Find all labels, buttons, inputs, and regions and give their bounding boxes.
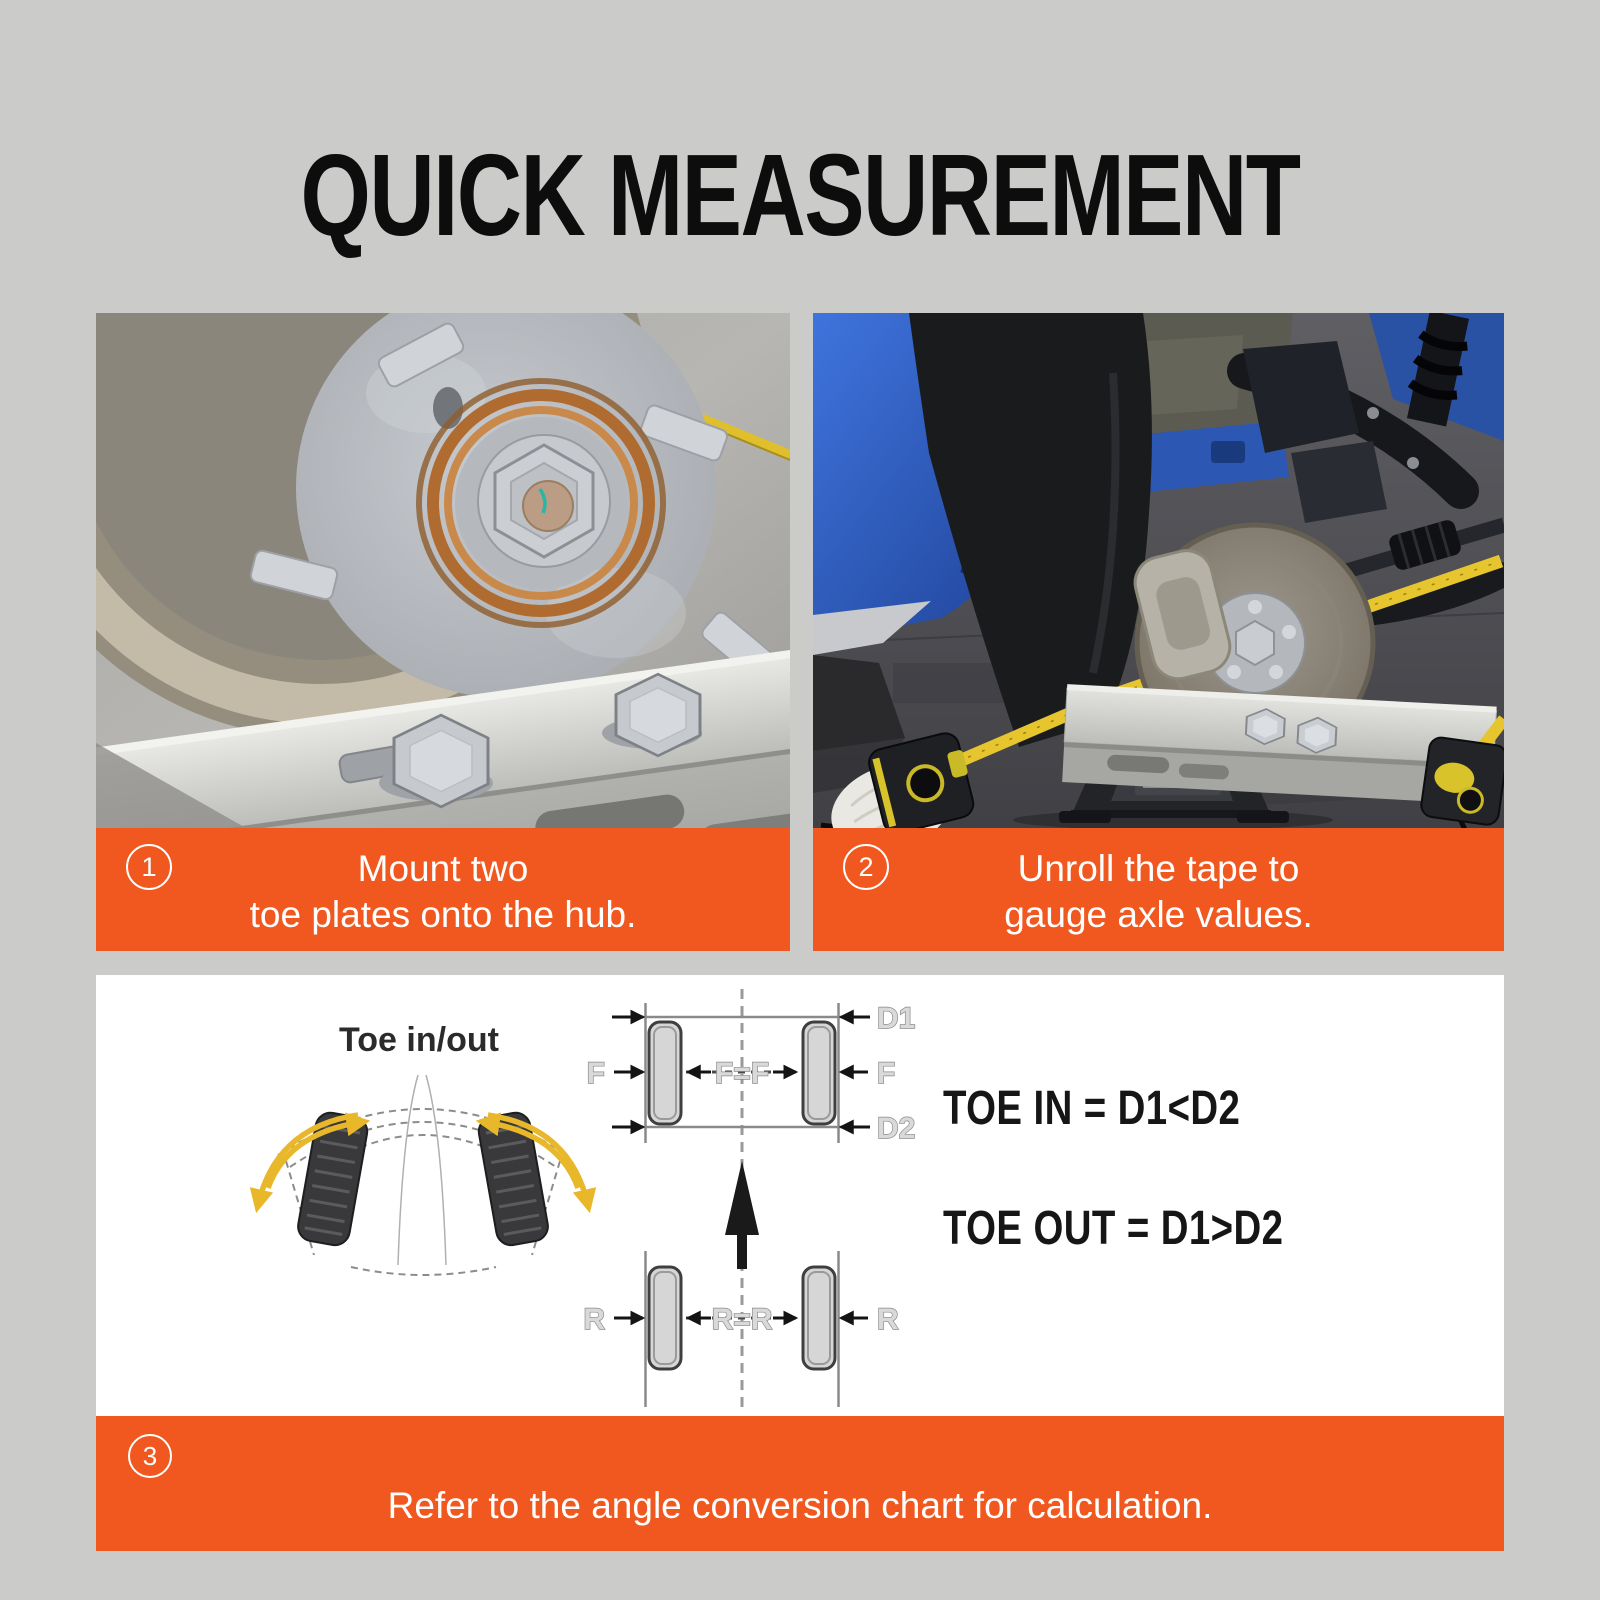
formula-toe-out: TOE OUT = D1>D2	[943, 1202, 1284, 1255]
label-d1: D1	[877, 1002, 916, 1035]
page-title: QUICK MEASUREMENT	[300, 130, 1300, 260]
hub-center	[419, 381, 663, 625]
step-1-number-badge: 1	[126, 844, 172, 890]
step-1-line-2: toe plates onto the hub.	[249, 893, 637, 935]
step-1-caption	[96, 828, 790, 951]
step-3-caption: Refer to the angle conversion chart for calculation.	[387, 1485, 1213, 1526]
photo-toe-plate-on-hub-art	[96, 313, 790, 828]
photo-tape-measurement-art	[813, 313, 1504, 828]
label-r-center: R=R	[711, 1303, 773, 1336]
axle-top-view	[583, 989, 915, 1409]
step-1-bar	[96, 828, 790, 951]
travel-arrow	[725, 1161, 759, 1269]
alignment-diagram	[96, 975, 1504, 1416]
step-3-number-badge: 3	[128, 1434, 172, 1478]
label-r-right: R	[877, 1303, 899, 1336]
toe-in-out-label: Toe in/out	[339, 1021, 499, 1059]
step-2-caption	[813, 828, 1504, 951]
step-3-bar	[96, 1416, 1504, 1551]
photo-toe-plate-on-hub	[96, 313, 790, 828]
label-d2: D2	[877, 1112, 916, 1145]
label-f-center: F=F	[714, 1057, 770, 1090]
formula-toe-in: TOE IN = D1<D2	[943, 1082, 1241, 1135]
step-1-line-1: Mount two	[357, 848, 529, 890]
step-2-bar	[813, 828, 1504, 951]
step-2-line-1: Unroll the tape to	[1017, 848, 1300, 890]
step-2-number-badge: 2	[843, 844, 889, 890]
photo-tape-measurement	[813, 313, 1504, 828]
label-f-left: F	[586, 1057, 605, 1090]
label-f-right: F	[877, 1057, 896, 1090]
step-2-line-2: gauge axle values.	[1004, 893, 1313, 935]
toe-diagram-panel	[96, 975, 1504, 1416]
label-r-left: R	[583, 1303, 605, 1336]
front-axle	[587, 1002, 916, 1145]
car-front-sketch	[258, 1021, 588, 1275]
